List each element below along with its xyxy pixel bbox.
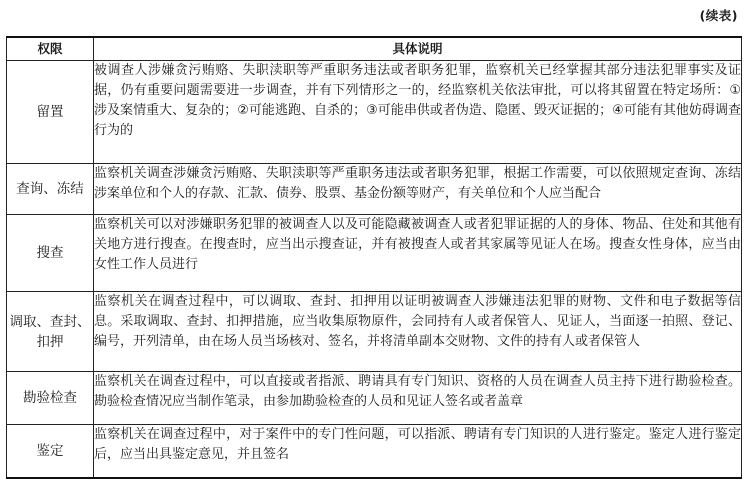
row-description: 被调查人涉嫌贪污贿赂、失职渎职等严重职务违法或者职务犯罪，监察机关已经掌握其部分违法犯罪事实及证据，仍有重要问题需要进一步调查，并有下列情形之一的，经监察机关依法审批，可以将其留置在特定场所：①涉及案情重大、复杂的；②可能逃跑、自杀的；③可能串供或者伪造、隐匿、毁灭证据的；④可能有其他妨碍调查行为的 [94,61,742,164]
table-row [7,292,742,372]
table-row [7,164,742,215]
row-label: 搜查 [7,215,94,292]
row-description: 监察机关在调查过程中，对于案件中的专门性问题，可以指派、聘请有专门知识的人进行鉴定。鉴定人进行鉴定后，应当出具鉴定意见，并且签名 [94,425,742,478]
table-row [7,372,742,425]
row-description: 监察机关可以对涉嫌职务犯罪的被调查人以及可能隐藏被调查人或者犯罪证据的人的身体、物品、住处和其他有关地方进行搜查。在搜查时，应当出示搜查证，并有被搜查人或者其家属等见证人在场。搜查女性身体，应当由女性工作人员进行 [94,215,742,292]
row-description: 监察机关调查涉嫌贪污贿赂、失职渎职等严重职务违法或者职务犯罪，根据工作需要，可以依照规定查询、冻结涉案单位和个人的存款、汇款、债券、股票、基金份额等财产，有关单位和个人应当配合 [94,164,742,215]
row-label: 调取、查封、扣押 [7,292,94,372]
row-description: 监察机关在调查过程中，可以直接或者指派、聘请具有专门知识、资格的人员在调查人员主持下进行勘验检查。勘验检查情况应当制作笔录，由参加勘验检查的人员和见证人签名或者盖章 [94,372,742,425]
table-row [7,425,742,478]
powers-table [6,36,742,479]
header-authority: 权限 [7,37,94,61]
table-row [7,215,742,292]
row-label: 鉴定 [7,425,94,478]
row-label: 勘验检查 [7,372,94,425]
header-description: 具体说明 [94,37,742,61]
table-row [7,61,742,164]
row-label: 留置 [7,61,94,164]
table-header-row [7,37,742,61]
row-description: 监察机关在调查过程中，可以调取、查封、扣押用以证明被调查人涉嫌违法犯罪的财物、文件和电子数据等信息。采取调取、查封、扣押措施，应当收集原物原件，会同持有人或者保管人、见证人，当面逐一拍照、登记、编号，开列清单，由在场人员当场核对、签名，并将清单副本交财物、文件的持有人或者保管人 [94,292,742,372]
continued-caption: (续表) [699,8,738,23]
row-label: 查询、冻结 [7,164,94,215]
